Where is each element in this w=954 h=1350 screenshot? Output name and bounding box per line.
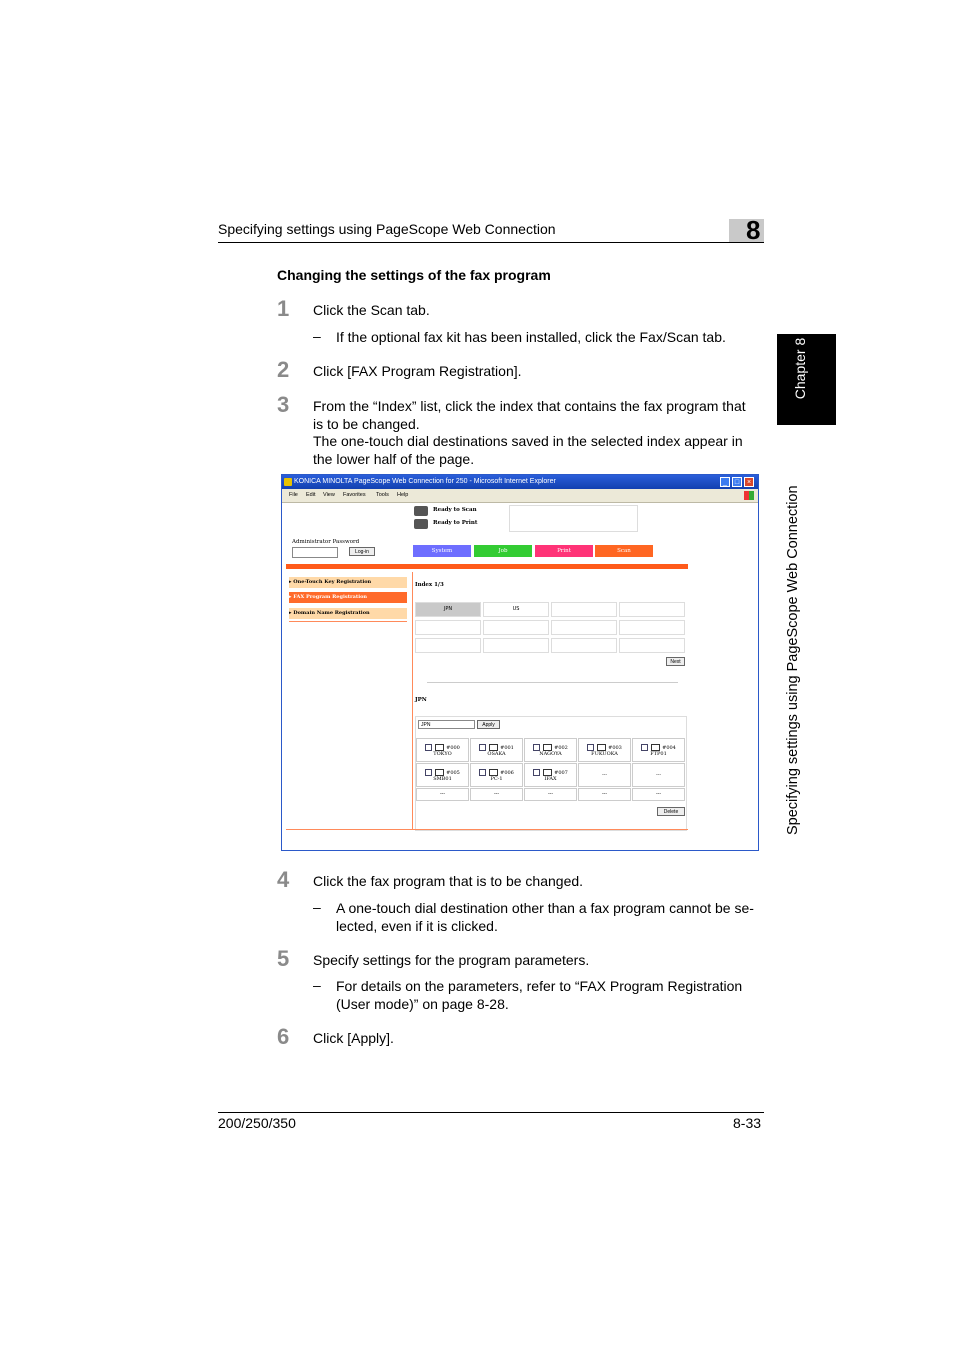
tab-job[interactable]: Job xyxy=(474,545,532,557)
scanner-icon xyxy=(414,506,428,516)
envelope-icon xyxy=(435,744,444,751)
nav-label: Domain Name Registration xyxy=(293,610,370,616)
checkbox-icon[interactable] xyxy=(479,744,486,751)
chapter-number: 8 xyxy=(746,215,761,245)
sub-line: A one-touch dial destination other than a fax program cannot be se- xyxy=(336,900,754,916)
apply-button[interactable]: Apply xyxy=(477,720,500,729)
sub-line: lected, even if it is clicked. xyxy=(336,918,498,934)
download-icon xyxy=(489,769,498,776)
tab-print[interactable]: Print xyxy=(535,545,593,557)
dest-number: #000 xyxy=(446,745,460,751)
nav-label: One-Touch Key Registration xyxy=(293,579,372,585)
admin-password-input[interactable] xyxy=(292,547,338,558)
checkbox-icon[interactable] xyxy=(641,744,648,751)
index-cell[interactable] xyxy=(415,638,481,653)
login-button[interactable]: Log-in xyxy=(349,547,375,556)
sub-dash: – xyxy=(313,899,321,915)
section-title: Changing the settings of the fax program xyxy=(277,267,551,283)
destination-cell-empty[interactable]: --- xyxy=(578,763,631,787)
index-cell[interactable] xyxy=(483,620,549,635)
ie-icon xyxy=(284,478,292,486)
tab-underline xyxy=(286,564,688,569)
browser-screenshot xyxy=(281,474,759,851)
content-divider xyxy=(412,572,413,829)
index-cell-jpn[interactable]: JPN xyxy=(415,602,481,617)
printer-icon xyxy=(414,519,428,529)
index-label: Index 1/3 xyxy=(415,582,444,588)
nav-label: FAX Program Registration xyxy=(293,594,368,600)
nav-divider xyxy=(289,621,407,622)
dest-number: #004 xyxy=(662,745,676,751)
menu-bar xyxy=(282,489,758,503)
dest-name: IFAX xyxy=(544,776,557,782)
step-text: Specify settings for the program parameters. xyxy=(313,952,590,968)
envelope-icon xyxy=(489,744,498,751)
menu-tools[interactable]: Tools xyxy=(376,492,389,498)
sub-text xyxy=(336,977,766,1013)
step-number: 5 xyxy=(277,946,290,971)
destination-cell[interactable] xyxy=(416,763,469,787)
minimize-icon[interactable]: _ xyxy=(720,477,730,487)
dest-number: #002 xyxy=(554,745,568,751)
page-number: 8-33 xyxy=(733,1115,762,1131)
tab-system[interactable]: System xyxy=(413,545,471,557)
step-text: Click the fax program that is to be changed. xyxy=(313,873,584,889)
index-cell[interactable] xyxy=(619,620,685,635)
nav-domain-name[interactable]: ▸ Domain Name Registration xyxy=(289,608,407,619)
destination-cell-empty[interactable]: --- xyxy=(416,788,469,801)
ftp-icon xyxy=(651,744,660,751)
tab-scan[interactable]: Scan xyxy=(595,545,653,557)
group-name-input[interactable]: JPN xyxy=(418,720,475,729)
step-number: 2 xyxy=(277,357,290,382)
destination-cell-empty[interactable]: --- xyxy=(470,788,523,801)
step-line: is to be changed. xyxy=(313,415,420,432)
index-cell[interactable] xyxy=(619,638,685,653)
status-print: Ready to Print xyxy=(433,520,478,526)
windows-logo-icon xyxy=(744,491,754,500)
destination-cell-empty[interactable]: --- xyxy=(632,763,685,787)
destination-cell-empty[interactable]: --- xyxy=(578,788,631,801)
destination-cell-empty[interactable]: --- xyxy=(524,788,577,801)
step-text xyxy=(313,398,768,468)
chapter-side-label: Chapter 8 xyxy=(792,337,808,400)
envelope-icon xyxy=(597,744,606,751)
destination-cell[interactable] xyxy=(470,763,523,787)
step-text: Click the Scan tab. xyxy=(313,302,430,318)
index-cell[interactable] xyxy=(483,638,549,653)
dest-number: #006 xyxy=(500,770,514,776)
index-cell-us[interactable]: US xyxy=(483,602,549,617)
menu-favorites[interactable]: Favorites xyxy=(343,492,366,498)
checkbox-icon[interactable] xyxy=(425,744,432,751)
sub-text: If the optional fax kit has been installed, click the Fax/Scan tab. xyxy=(336,329,726,345)
chapter-side-tab xyxy=(777,334,836,425)
separator xyxy=(427,682,678,683)
envelope-icon xyxy=(543,769,552,776)
window-title-bar xyxy=(282,475,758,489)
menu-edit[interactable]: Edit xyxy=(306,492,316,498)
destination-cell[interactable] xyxy=(524,763,577,787)
checkbox-icon[interactable] xyxy=(533,744,540,751)
sub-dash: – xyxy=(313,328,321,344)
close-icon[interactable]: × xyxy=(744,477,754,487)
next-button[interactable]: Next xyxy=(666,657,685,666)
step-number: 6 xyxy=(277,1024,290,1049)
index-cell[interactable] xyxy=(619,602,685,617)
menu-help[interactable]: Help xyxy=(397,492,409,498)
destination-cell-empty[interactable]: --- xyxy=(632,788,685,801)
sub-text xyxy=(336,899,766,935)
step-line: The one-touch dial destinations saved in the selected index appear in xyxy=(313,433,743,449)
window-title: KONICA MINOLTA PageScope Web Connection for 250 - Microsoft Internet Explorer xyxy=(294,478,556,485)
destination-cell[interactable] xyxy=(470,738,523,762)
step-line: the lower half of the page. xyxy=(313,450,475,467)
running-header: Specifying settings using PageScope Web Connection xyxy=(218,221,556,237)
index-cell[interactable] xyxy=(551,638,617,653)
dest-name: FTP01 xyxy=(650,751,667,757)
dest-number: #007 xyxy=(554,770,568,776)
envelope-icon xyxy=(543,744,552,751)
footer-model: 200/250/350 xyxy=(218,1115,296,1131)
nav-one-touch[interactable]: ▸ One-Touch Key Registration xyxy=(289,577,407,588)
index-cell[interactable] xyxy=(551,620,617,635)
dest-name: TOKYO xyxy=(433,751,452,757)
index-cell[interactable] xyxy=(551,602,617,617)
step-text: Click [Apply]. xyxy=(313,1030,394,1046)
checkbox-icon[interactable] xyxy=(587,744,594,751)
sub-dash: – xyxy=(313,977,321,993)
index-cell[interactable] xyxy=(415,620,481,635)
status-scan: Ready to Scan xyxy=(433,507,477,513)
step-number: 1 xyxy=(277,296,290,321)
dest-name: SMB01 xyxy=(433,776,452,782)
message-box xyxy=(509,505,638,532)
side-running-title: Specifying settings using PageScope Web Connection xyxy=(785,485,801,835)
maximize-icon[interactable]: □ xyxy=(732,477,742,487)
group-label: JPN xyxy=(415,697,427,703)
destination-cell[interactable] xyxy=(416,738,469,762)
dest-name: OSAKA xyxy=(487,751,506,757)
destination-cell[interactable] xyxy=(578,738,631,762)
step-number: 4 xyxy=(277,867,290,892)
destination-cell[interactable] xyxy=(524,738,577,762)
step-text: Click [FAX Program Registration]. xyxy=(313,363,522,379)
dest-name: PC-1 xyxy=(490,776,503,782)
dest-name: FUKUOKA xyxy=(591,751,618,757)
step-number: 3 xyxy=(277,392,290,417)
checkbox-icon[interactable] xyxy=(425,769,432,776)
dest-number: #001 xyxy=(500,745,514,751)
footer-rule xyxy=(218,1112,764,1113)
destination-cell[interactable] xyxy=(632,738,685,762)
dest-number: #005 xyxy=(446,770,460,776)
checkbox-icon[interactable] xyxy=(533,769,540,776)
menu-file[interactable]: File xyxy=(289,492,298,498)
admin-password-label: Administrator Password xyxy=(292,539,360,545)
delete-button[interactable]: Delete xyxy=(657,807,685,816)
dest-number: #003 xyxy=(608,745,622,751)
dest-name: NAGOYA xyxy=(539,751,562,757)
bottom-rule xyxy=(286,829,688,830)
menu-view[interactable]: View xyxy=(323,492,335,498)
sub-line: For details on the parameters, refer to “FAX Program Registration xyxy=(336,978,743,994)
folder-icon xyxy=(435,769,444,776)
checkbox-icon[interactable] xyxy=(479,769,486,776)
sub-line: (User mode)” on page 8-28. xyxy=(336,996,509,1012)
nav-fax-program[interactable]: ▸ FAX Program Registration xyxy=(289,592,407,603)
header-rule xyxy=(218,242,764,243)
step-line: From the “Index” list, click the index that contains the fax program that xyxy=(313,398,746,414)
